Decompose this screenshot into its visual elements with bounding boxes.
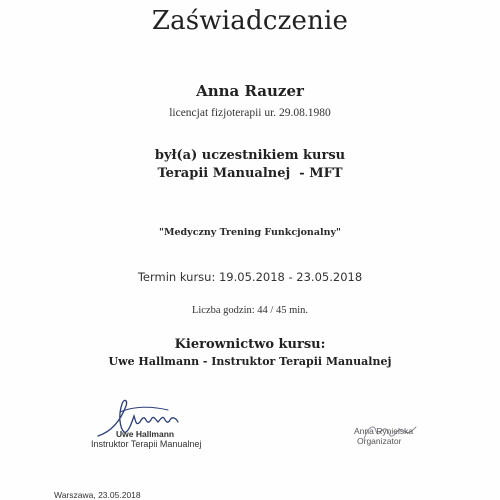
course-director-heading: Kierownictwo kursu: [174, 337, 326, 352]
instructor-role: Instruktor Terapii Manualnej [91, 439, 202, 449]
organizer-name: Anna Rynielska [354, 426, 414, 436]
course-director: Uwe Hallmann - Instruktor Terapii Manualnej [108, 355, 392, 368]
instructor-name: Uwe Hallmann [116, 429, 175, 439]
certificate-title: Zaświadczenie [151, 6, 349, 36]
course-name: Terapii Manualnej - MFT [157, 166, 343, 181]
place-and-date: Warszawa, 23.05.2018 [54, 490, 141, 500]
course-subtitle: "Medyczny Trening Funkcjonalny" [159, 227, 341, 238]
recipient-profession: licencjat fizjoterapii ur. 29.08.1980 [169, 107, 331, 119]
course-term: Termin kursu: 19.05.2018 - 23.05.2018 [137, 270, 363, 284]
organizer-role: Organizator [357, 436, 402, 446]
recipient-name: Anna Rauzer [196, 82, 304, 100]
participation-statement: był(a) uczestnikiem kursu [154, 148, 346, 163]
course-hours: Liczba godzin: 44 / 45 min. [191, 305, 309, 316]
